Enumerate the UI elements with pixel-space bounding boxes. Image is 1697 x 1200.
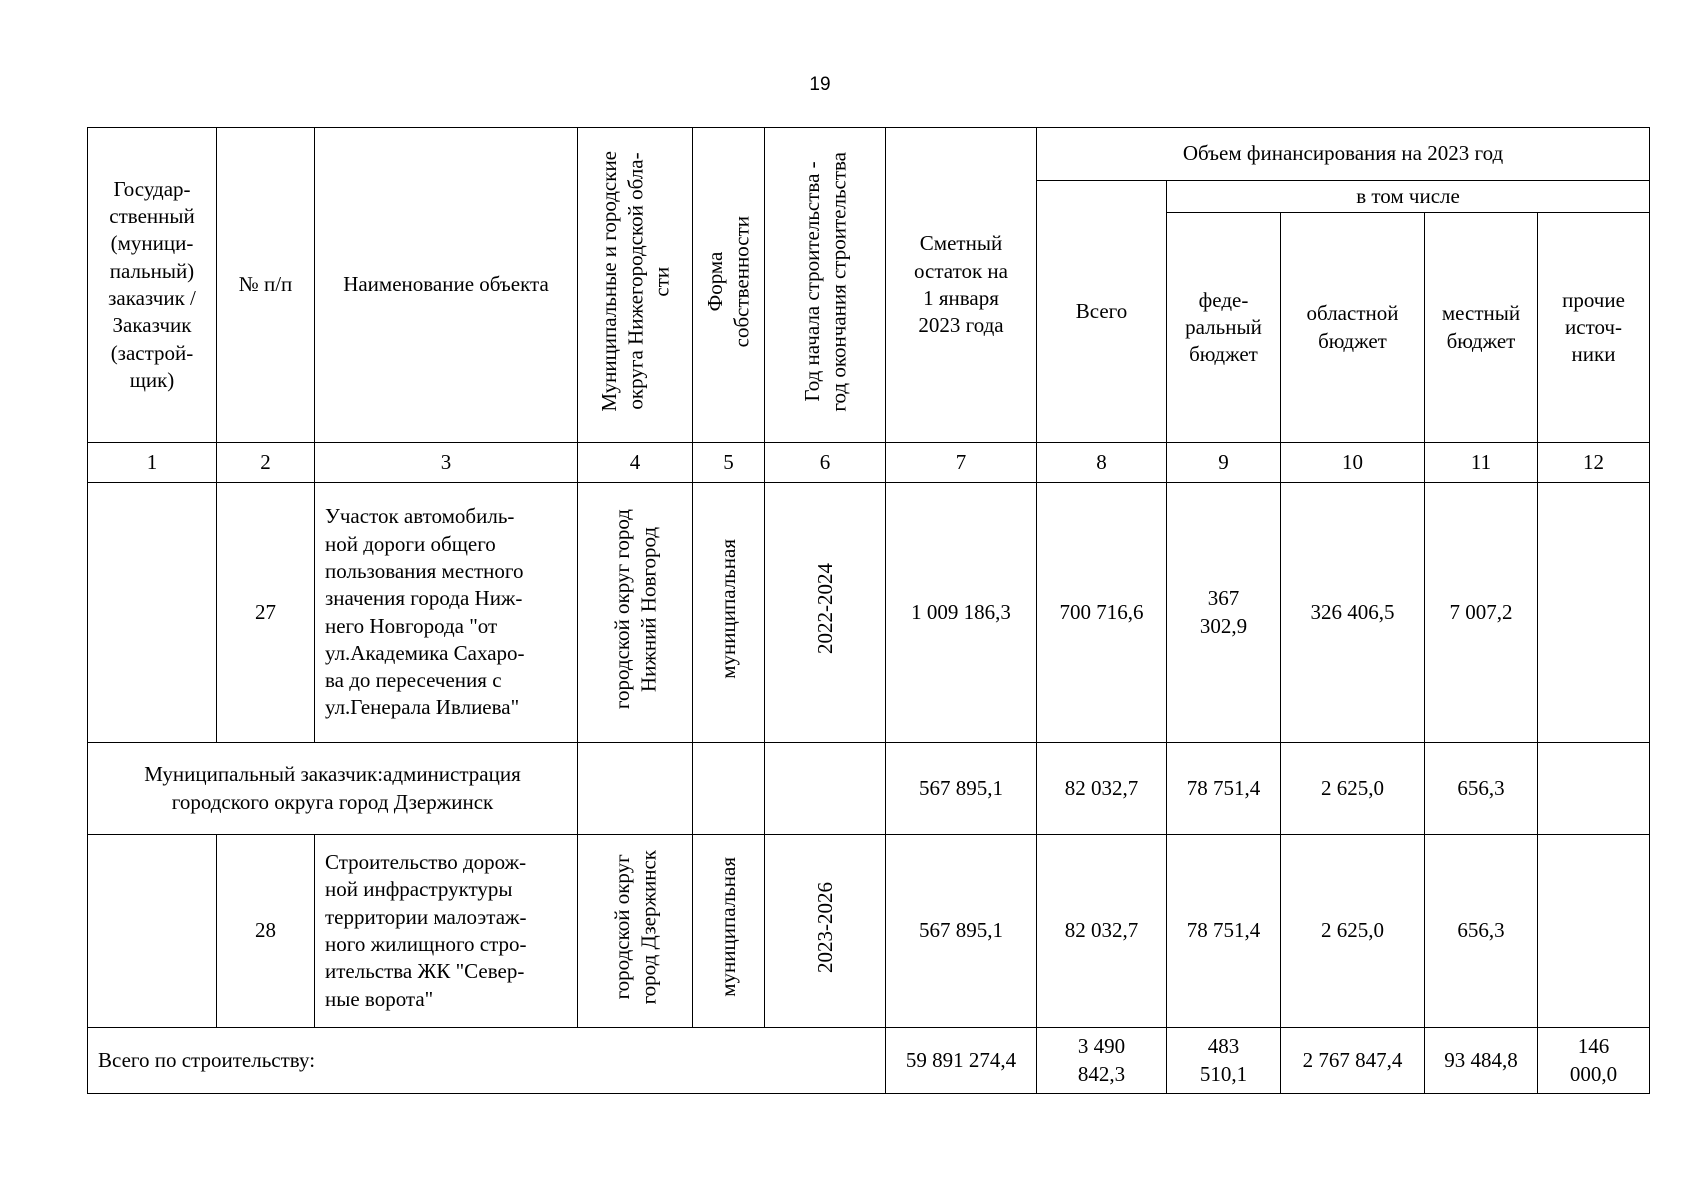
customer-group-years	[765, 743, 886, 835]
grand-total-other: 146 000,0	[1538, 1028, 1650, 1094]
table-row-28	[88, 835, 1650, 1028]
customer-group-ownership	[693, 743, 765, 835]
column-number: 7	[886, 443, 1037, 483]
row28-years: 2023-2026	[765, 835, 886, 1028]
column-number: 8	[1037, 443, 1167, 483]
column-number: 3	[315, 443, 578, 483]
header-row-1	[88, 128, 1650, 181]
row28-ownership: муниципальная	[693, 835, 765, 1028]
row28-customer	[88, 835, 217, 1028]
row28-object-name: Строительство дорож- ной инфраструктуры территории малоэтаж- ного жилищного стро- ительства ЖК "Север- ные ворота"	[315, 835, 578, 1028]
column-number: 12	[1538, 443, 1650, 483]
customer-group-total: 82 032,7	[1037, 743, 1167, 835]
header-ownership: Форма собственности	[693, 128, 765, 443]
header-estimate: Сметный остаток на 1 января 2023 года	[886, 128, 1037, 443]
grand-total-label: Всего по строительству:	[88, 1028, 886, 1094]
customer-group-other	[1538, 743, 1650, 835]
row28-total: 82 032,7	[1037, 835, 1167, 1028]
column-numbers-row	[88, 443, 1650, 483]
row27-regional: 326 406,5	[1281, 483, 1425, 743]
header-number: № п/п	[217, 128, 315, 443]
header-object-name: Наименование объекта	[315, 128, 578, 443]
customer-group-regional: 2 625,0	[1281, 743, 1425, 835]
grand-total-regional: 2 767 847,4	[1281, 1028, 1425, 1094]
row27-ownership: муниципальная	[693, 483, 765, 743]
column-number: 5	[693, 443, 765, 483]
row27-federal: 367 302,9	[1167, 483, 1281, 743]
row27-municipality: городской округ город Нижний Новгород	[578, 483, 693, 743]
row28-estimate: 567 895,1	[886, 835, 1037, 1028]
row27-customer	[88, 483, 217, 743]
header-regional: областной бюджет	[1281, 213, 1425, 443]
header-years: Год начала строительства - год окончания строительства	[765, 128, 886, 443]
header-other: прочие источ- ники	[1538, 213, 1650, 443]
row27-local: 7 007,2	[1425, 483, 1538, 743]
customer-group-municipality	[578, 743, 693, 835]
customer-group-local: 656,3	[1425, 743, 1538, 835]
grand-total-total: 3 490 842,3	[1037, 1028, 1167, 1094]
customer-group-label: Муниципальный заказчик:администрация городского округа город Дзержинск	[88, 743, 578, 835]
row27-other	[1538, 483, 1650, 743]
header-customer: Государ- ственный (муници- пальный) заказчик / Заказчик (застрой- щик)	[88, 128, 217, 443]
row27-estimate: 1 009 186,3	[886, 483, 1037, 743]
row28-number: 28	[217, 835, 315, 1028]
column-number: 9	[1167, 443, 1281, 483]
grand-total-row	[88, 1028, 1650, 1094]
customer-group-federal: 78 751,4	[1167, 743, 1281, 835]
customer-group-row	[88, 743, 1650, 835]
table-row-27	[88, 483, 1650, 743]
customer-group-estimate: 567 895,1	[886, 743, 1037, 835]
page-number: 19	[809, 74, 831, 95]
row28-regional: 2 625,0	[1281, 835, 1425, 1028]
row28-local: 656,3	[1425, 835, 1538, 1028]
header-total: Всего	[1037, 181, 1167, 443]
row27-number: 27	[217, 483, 315, 743]
header-federal: феде- ральный бюджет	[1167, 213, 1281, 443]
grand-total-estimate: 59 891 274,4	[886, 1028, 1037, 1094]
column-number: 6	[765, 443, 886, 483]
row28-municipality: городской округ город Дзержинск	[578, 835, 693, 1028]
column-number: 2	[217, 443, 315, 483]
row27-object-name: Участок автомобиль- ной дороги общего пользования местного значения города Ниж- него Новгорода "от ул.Академика Сахаро- ва до пересечения с ул.Генерала Ивлиева"	[315, 483, 578, 743]
column-number: 1	[88, 443, 217, 483]
row28-federal: 78 751,4	[1167, 835, 1281, 1028]
header-local: местный бюджет	[1425, 213, 1538, 443]
column-number: 10	[1281, 443, 1425, 483]
grand-total-local: 93 484,8	[1425, 1028, 1538, 1094]
header-municipality: Муниципальные и городские округа Нижегородской обла- сти	[578, 128, 693, 443]
grand-total-federal: 483 510,1	[1167, 1028, 1281, 1094]
header-including: в том числе	[1167, 181, 1650, 213]
row27-years: 2022-2024	[765, 483, 886, 743]
column-number: 4	[578, 443, 693, 483]
construction-financing-table	[87, 127, 1650, 1094]
column-number: 11	[1425, 443, 1538, 483]
row28-other	[1538, 835, 1650, 1028]
row27-total: 700 716,6	[1037, 483, 1167, 743]
header-financing-group: Объем финансирования на 2023 год	[1037, 128, 1650, 181]
